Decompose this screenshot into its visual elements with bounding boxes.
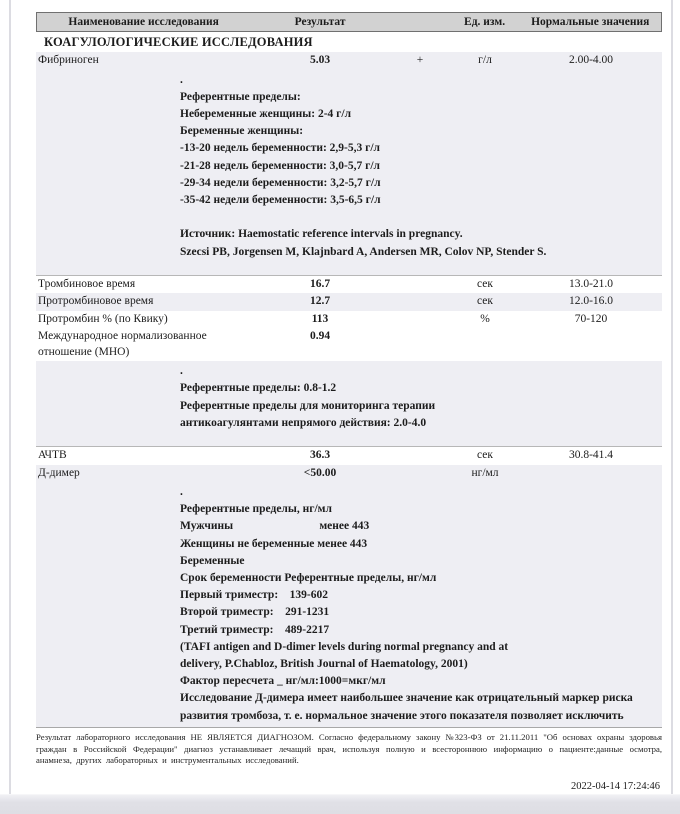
analyte-flag: + [416, 54, 424, 66]
comment-line: Беременные [180, 554, 245, 567]
disclaimer-text: Результат лабораторного исследования НЕ ЯВЛЯЕТСЯ ДИАГНОЗОМ. Согласно федеральному закону №323-ФЗ от 21.11.2011 "Об основах охраны здоровья граждан в Российской Федерации" диагноз устанавливает лечащий врач, используя полную и всестороннюю информацию о пациенте:данные осмотра, анамнеза, других лабораторных и инструментальных исследований. [36, 731, 662, 766]
table-row [36, 311, 662, 329]
analyte-name: АЧТВ [38, 449, 67, 462]
section-title: КОАГУЛОЛОГИЧЕСКИЕ ИССЛЕДОВАНИЯ [44, 35, 313, 49]
comment-line: развития тромбоза, т. е. нормальное значение этого показателя позволяет исключить [180, 709, 624, 722]
analyte-name: Д-димер [38, 466, 80, 479]
table-row [36, 465, 662, 483]
analyte-units: сек [477, 277, 493, 290]
analyte-units: г/л [478, 54, 492, 66]
comment-line: delivery, P.Chabloz, British Journal of Haematology, 2001) [180, 658, 468, 671]
comment-line: Референтные пределы: 0.8-1.2 [180, 382, 337, 395]
analyte-name: Протромбиновое время [38, 295, 154, 308]
comment-line: (TAFI antigen and D-dimer levels during normal pregnancy and at [180, 640, 509, 653]
analyte-result: 16.7 [309, 277, 331, 290]
analyte-result: <50.00 [303, 466, 337, 479]
comment-line: Небеременные женщины: 2-4 г/л [180, 107, 352, 120]
reference-comment-block [36, 70, 662, 275]
header-result: Результат [294, 16, 346, 28]
comment-line: Szecsi PB, Jorgensen M, Klajnbard A, Andersen MR, Colov NP, Stender S. [180, 245, 547, 258]
comment-line: -29-34 недели беременности: 3,2-5,7 г/л [180, 176, 381, 189]
page-left-edge [9, 0, 11, 794]
analyte-units: нг/мл [471, 466, 499, 479]
reference-comment-block [36, 361, 662, 446]
analyte-result: 36.3 [309, 449, 331, 462]
comment-line: -21-28 недель беременности: 3,0-5,7 г/л [180, 159, 380, 172]
horizontal-scrollbar[interactable] [0, 794, 680, 814]
analyte-name: Тромбиновое время [38, 277, 136, 290]
comment-line: Второй триместр: 291-1231 [180, 606, 330, 619]
table-row [36, 293, 662, 311]
analyte-result: 0.94 [309, 330, 331, 343]
comment-line: Референтные пределы, нг/мл [180, 503, 332, 516]
comment-line: Референтные пределы: [180, 90, 301, 103]
header-units: Ед. изм. [464, 16, 506, 28]
comment-line: Мужчины менее 443 [180, 520, 370, 533]
lab-report-document [36, 12, 662, 792]
comment-line: Женщины не беременные менее 443 [180, 537, 368, 550]
table-row [36, 446, 662, 465]
comment-line: Первый триместр: 139-602 [180, 589, 328, 602]
comment-line: . [180, 486, 183, 499]
analyte-units: сек [477, 449, 493, 462]
header-name: Наименование исследования [68, 16, 219, 28]
header-normal: Нормальные значения [531, 16, 650, 28]
table-header-row [36, 12, 662, 32]
table-row [36, 52, 662, 70]
comment-line: Срок беременности Референтные пределы, нг/мл [180, 572, 437, 585]
analyte-normal: 12.0-16.0 [568, 295, 614, 308]
comment-line: Источник: Haemostatic reference intervals in pregnancy. [180, 228, 463, 241]
comment-line: Референтные пределы для мониторинга терапии [180, 399, 436, 412]
comment-line: антикоагулянтами непрямого действия: 2.0-4.0 [180, 416, 427, 429]
table-row [36, 275, 662, 294]
analyte-normal: 13.0-21.0 [568, 277, 614, 290]
analyte-name: Фибриноген [38, 54, 99, 66]
analyte-normal: 30.8-41.4 [568, 449, 614, 462]
table-row [36, 328, 662, 361]
analyte-units: сек [477, 295, 493, 308]
comment-line: . [180, 73, 183, 86]
comment-line: Беременные женщины: [180, 125, 304, 138]
analyte-result: 113 [311, 312, 329, 325]
analyte-name: Протромбин % (по Квику) [38, 312, 168, 325]
analyte-units: % [480, 312, 490, 325]
comment-line [180, 209, 652, 226]
analyte-normal: 2.00-4.00 [568, 54, 614, 66]
comment-line: Третий триместр: 489-2217 [180, 623, 330, 636]
comment-line: Исследование Д-димера имеет наибольшее значение как отрицательный маркер риска [180, 692, 633, 705]
report-timestamp: 2022-04-14 17:24:46 [571, 781, 660, 793]
comment-line: -13-20 недель беременности: 2,9-5,3 г/л [180, 142, 380, 155]
analyte-result: 5.03 [309, 54, 331, 66]
page-right-edge [671, 0, 673, 794]
analyte-name: Международное нормализованное отношение (МНО) [38, 330, 207, 358]
analyte-normal: 70-120 [574, 312, 608, 325]
comment-line: -35-42 недели беременности: 3,5-6,5 г/л [180, 193, 381, 206]
reference-comment-block [36, 482, 662, 727]
analyte-result: 12.7 [309, 295, 331, 308]
comment-line: Фактор пересчета _ нг/мл:1000=мкг/мл [180, 675, 386, 688]
comment-line: . [180, 365, 183, 378]
